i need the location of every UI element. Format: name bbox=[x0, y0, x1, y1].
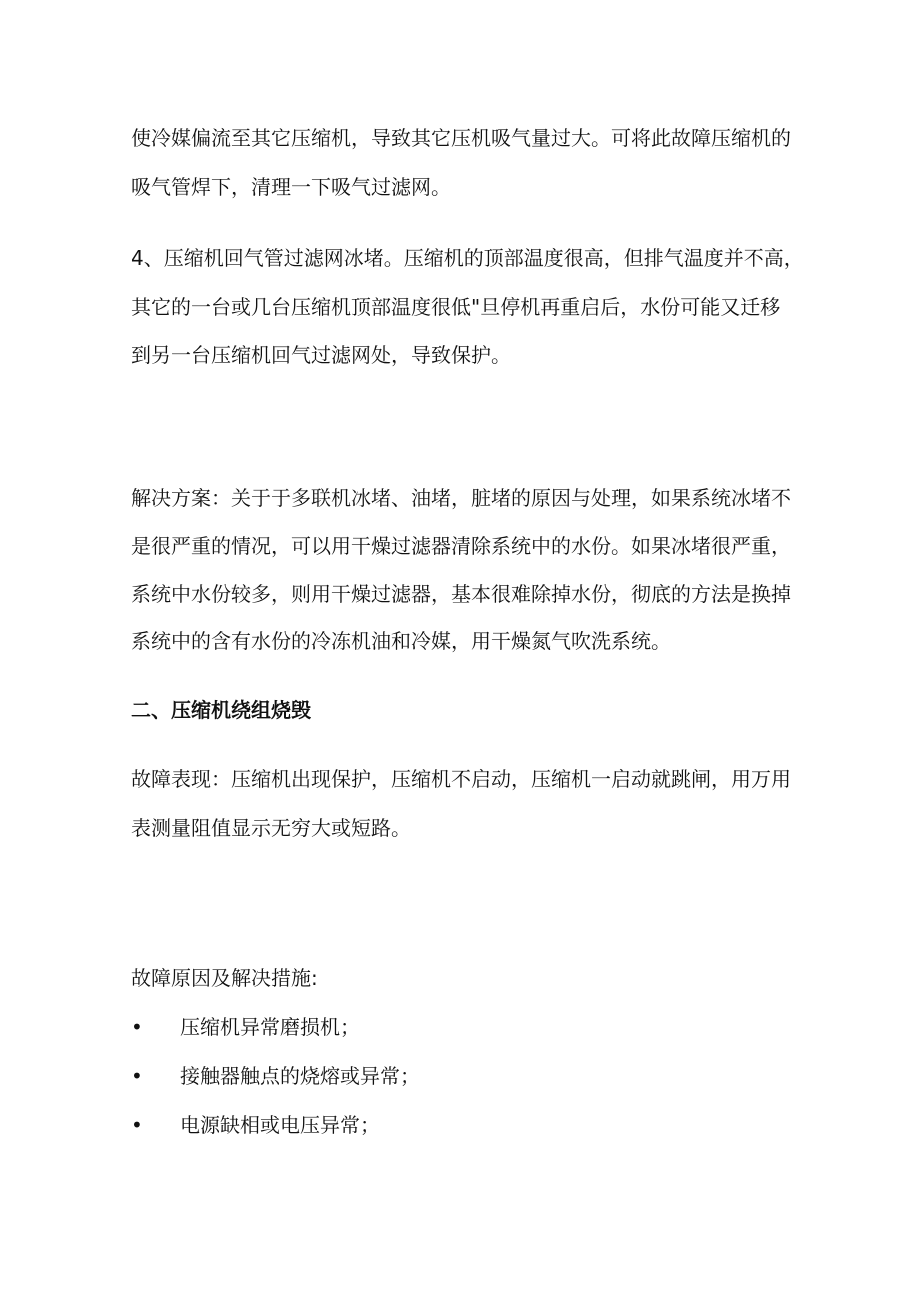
bullet-icon: • bbox=[131, 1064, 143, 1088]
bullet-icon: • bbox=[131, 1113, 143, 1137]
list-item: 接触器触点的烧熔或异常； bbox=[180, 1064, 420, 1088]
paragraph-line: 是很严重的情况，可以用干燥过滤器清除系统中的水份。如果冰堵很严重， bbox=[131, 534, 791, 558]
paragraph-line: 系统中水份较多，则用干燥过滤器，基本很难除掉水份，彻底的方法是换掉 bbox=[131, 582, 791, 606]
paragraph-line: 表测量阻值显示无穷大或短路。 bbox=[131, 816, 411, 840]
paragraph-line: 吸气管焊下，清理一下吸气过滤网。 bbox=[131, 175, 451, 199]
paragraph-line: 系统中的含有水份的冷冻机油和冷媒，用干燥氮气吹洗系统。 bbox=[131, 629, 671, 653]
paragraph-line: 其它的一台或几台压缩机顶部温度很低"旦停机再重启后，水份可能又迁移 bbox=[131, 295, 781, 319]
list-intro: 故障原因及解决措施: bbox=[131, 966, 318, 990]
list-item: 电源缺相或电压异常； bbox=[180, 1113, 380, 1137]
paragraph-line: 4、压缩机回气管过滤网冰堵。压缩机的顶部温度很高，但排气温度并不高， bbox=[131, 246, 804, 270]
section-heading: 二、压缩机绕组烧毁 bbox=[131, 698, 311, 722]
list-item: 压缩机异常磨损机； bbox=[180, 1015, 360, 1039]
bullet-icon: • bbox=[131, 1015, 143, 1039]
paragraph-line: 故障表现：压缩机出现保护，压缩机不启动，压缩机一启动就跳闸，用万用 bbox=[131, 767, 791, 791]
paragraph-line: 使冷媒偏流至其它压缩机，导致其它压机吸气量过大。可将此故障压缩机的 bbox=[131, 126, 791, 150]
paragraph-line: 到另一台压缩机回气过滤网处，导致保护。 bbox=[131, 343, 511, 367]
paragraph-line: 解决方案：关于于多联机冰堵、油堵，脏堵的原因与处理，如果系统冰堵不 bbox=[131, 486, 791, 510]
